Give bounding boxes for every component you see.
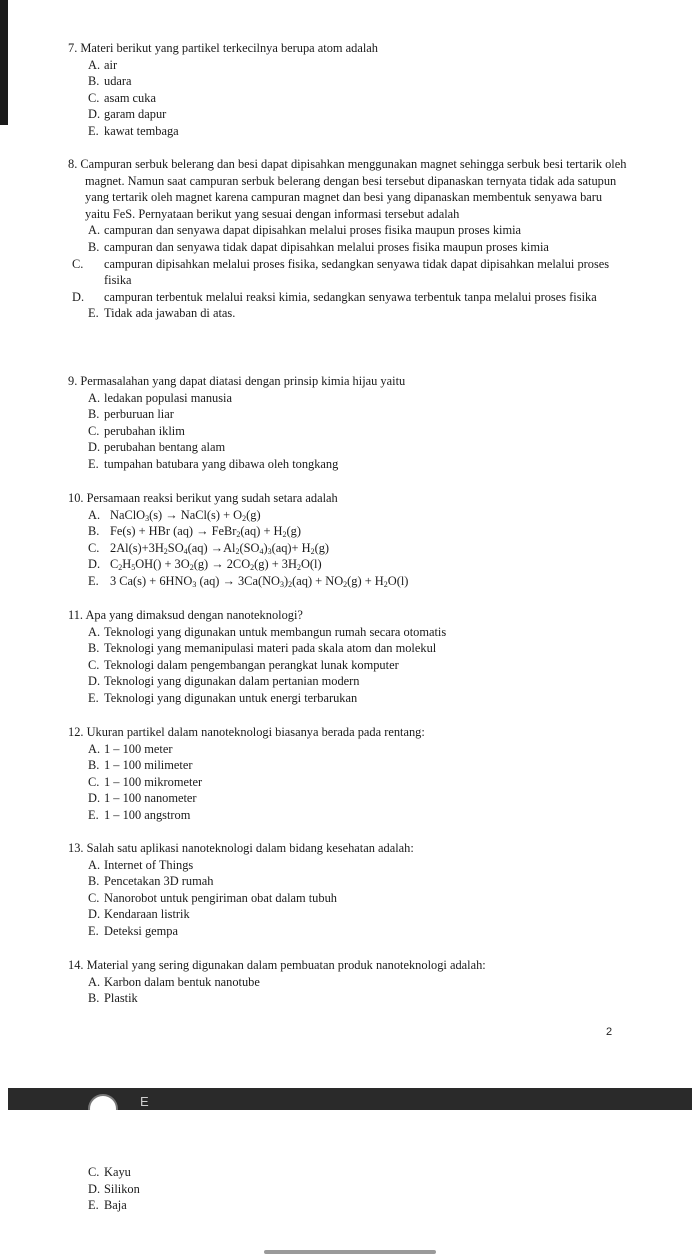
peek-text: E xyxy=(140,1094,149,1109)
option-b: B. Pencetakan 3D rumah xyxy=(88,874,214,889)
option-c: C. Nanorobot untuk pengiriman obat dalam tubuh xyxy=(88,890,337,905)
option-e: E. Teknologi yang digunakan untuk energi terbarukan xyxy=(88,690,358,705)
option-c: C. Teknologi dalam pengembangan perangkat lunak komputer xyxy=(88,657,399,672)
option-d: D. campuran terbentuk melalui reaksi kimia, sedangkan senyawa terbentuk tanpa melalui proses fisika xyxy=(72,289,597,304)
option-e: E. 1 – 100 angstrom xyxy=(88,807,191,822)
question-10 xyxy=(68,490,628,590)
question-stem: 7. Materi berikut yang partikel terkecilnya berupa atom adalah xyxy=(68,41,378,55)
question-stem: 14. Material yang sering digunakan dalam pembuatan produk nanoteknologi adalah: xyxy=(68,958,486,972)
edge-shadow xyxy=(0,0,8,125)
option-d: D. Silikon xyxy=(88,1181,140,1196)
question-11 xyxy=(68,607,628,707)
home-indicator[interactable] xyxy=(264,1250,436,1254)
option-d: D. $C_2H_5OH() + 3O_2(g) \to 2CO_2(g) + 3H_2O(l)$ xyxy=(88,557,322,573)
option-d: D. garam dapur xyxy=(88,107,167,122)
option-d: D. 1 – 100 nanometer xyxy=(88,791,197,806)
option-a: A. NaClO$_3$(s) → NaCl(s) + $O_2(g)$ xyxy=(88,507,261,523)
question-14 xyxy=(68,957,628,1007)
option-c: C. campuran dipisahkan melalui proses fisika, sedangkan senyawa tidak dapat dipisahkan melalui proses fisika xyxy=(72,256,610,288)
question-stem: 11. Apa yang dimaksud dengan nanoteknologi? xyxy=(68,608,303,622)
question-8 xyxy=(68,156,628,322)
option-b: B. perburuan liar xyxy=(88,407,174,422)
option-c: C. $2Al(s)+3H_2SO_4(aq) \to Al_2(SO_4)_3(aq)+ H_2(g)$ xyxy=(88,540,330,556)
option-e: E. Deteksi gempa xyxy=(88,923,178,938)
option-a: A. Teknologi yang digunakan untuk membangun rumah secara otomatis xyxy=(88,624,447,639)
option-b: B. udara xyxy=(88,74,132,89)
question-7 xyxy=(68,40,628,140)
option-c: C. 1 – 100 mikrometer xyxy=(88,774,203,789)
option-e: E. kawat tembaga xyxy=(88,123,179,138)
option-a: A. 1 – 100 meter xyxy=(88,741,173,756)
continued-options xyxy=(88,1164,140,1214)
option-b: B. Teknologi yang memanipulasi materi pada skala atom dan molekul xyxy=(88,641,437,656)
option-b: B. 1 – 100 milimeter xyxy=(88,758,193,773)
option-a: A. Karbon dalam bentuk nanotube xyxy=(88,974,260,989)
question-9 xyxy=(68,373,628,473)
question-stem: 8. Campuran serbuk belerang dan besi dapat dipisahkan menggunakan magnet sehingga serbuk besi tertarik oleh magnet. Namun saat campuran serbuk belerang dengan besi tersebut dipanaskan ternyata tidak ada satupun yang tertarik oleh magnet karena campuran magnet dan besi yang dipanaskan membentuk senyawa baru yaitu FeS. Pernyataan berikut yang sesuai dengan informasi tersebut adalah xyxy=(68,157,627,221)
page-number: 2 xyxy=(606,1026,613,1038)
question-stem: 9. Permasalahan yang dapat diatasi dengan prinsip kimia hijau yaitu xyxy=(68,374,406,388)
page-break-bar xyxy=(8,1088,692,1110)
option-d: D. Teknologi yang digunakan dalam pertanian modern xyxy=(88,674,360,689)
question-13 xyxy=(68,840,628,940)
option-e: E. Baja xyxy=(88,1198,127,1213)
option-a: A. air xyxy=(88,57,118,72)
option-a: A. ledakan populasi manusia xyxy=(88,390,233,405)
option-c: C. Kayu xyxy=(88,1165,131,1179)
option-a: A. campuran dan senyawa dapat dipisahkan melalui proses fisika maupun proses kimia xyxy=(88,223,522,238)
option-b: B. Plastik xyxy=(88,991,138,1006)
option-b: B. campuran dan senyawa tidak dapat dipisahkan melalui proses fisika maupun proses kimia xyxy=(88,239,549,254)
option-c: C. asam cuka xyxy=(88,90,156,105)
option-e: E. Tidak ada jawaban di atas. xyxy=(88,306,236,321)
question-stem: 13. Salah satu aplikasi nanoteknologi dalam bidang kesehatan adalah: xyxy=(68,841,414,855)
question-stem: 10. Persamaan reaksi berikut yang sudah setara adalah xyxy=(68,491,338,505)
question-12 xyxy=(68,724,628,824)
option-d: D. Kendaraan listrik xyxy=(88,907,190,922)
document-page xyxy=(8,0,692,1090)
option-e: E. tumpahan batubara yang dibawa oleh tongkang xyxy=(88,456,339,471)
next-page xyxy=(8,1110,692,1258)
option-d: D. perubahan bentang alam xyxy=(88,440,226,455)
option-c: C. perubahan iklim xyxy=(88,423,185,438)
option-e: E. 3 $Ca(s) + 6HNO_3$ $(aq) \to 3Ca(NO_3)_2(aq) + NO_2(g) + H_2O(l)$ xyxy=(88,573,409,589)
question-stem: 12. Ukuran partikel dalam nanoteknologi biasanya berada pada rentang: xyxy=(68,725,425,739)
option-b: B. Fe(s) + HBr (aq) → FeBr$_2$(aq) + $H_2(g)$ xyxy=(88,524,301,540)
option-a: A. Internet of Things xyxy=(88,857,194,872)
left-edge xyxy=(0,0,8,1258)
